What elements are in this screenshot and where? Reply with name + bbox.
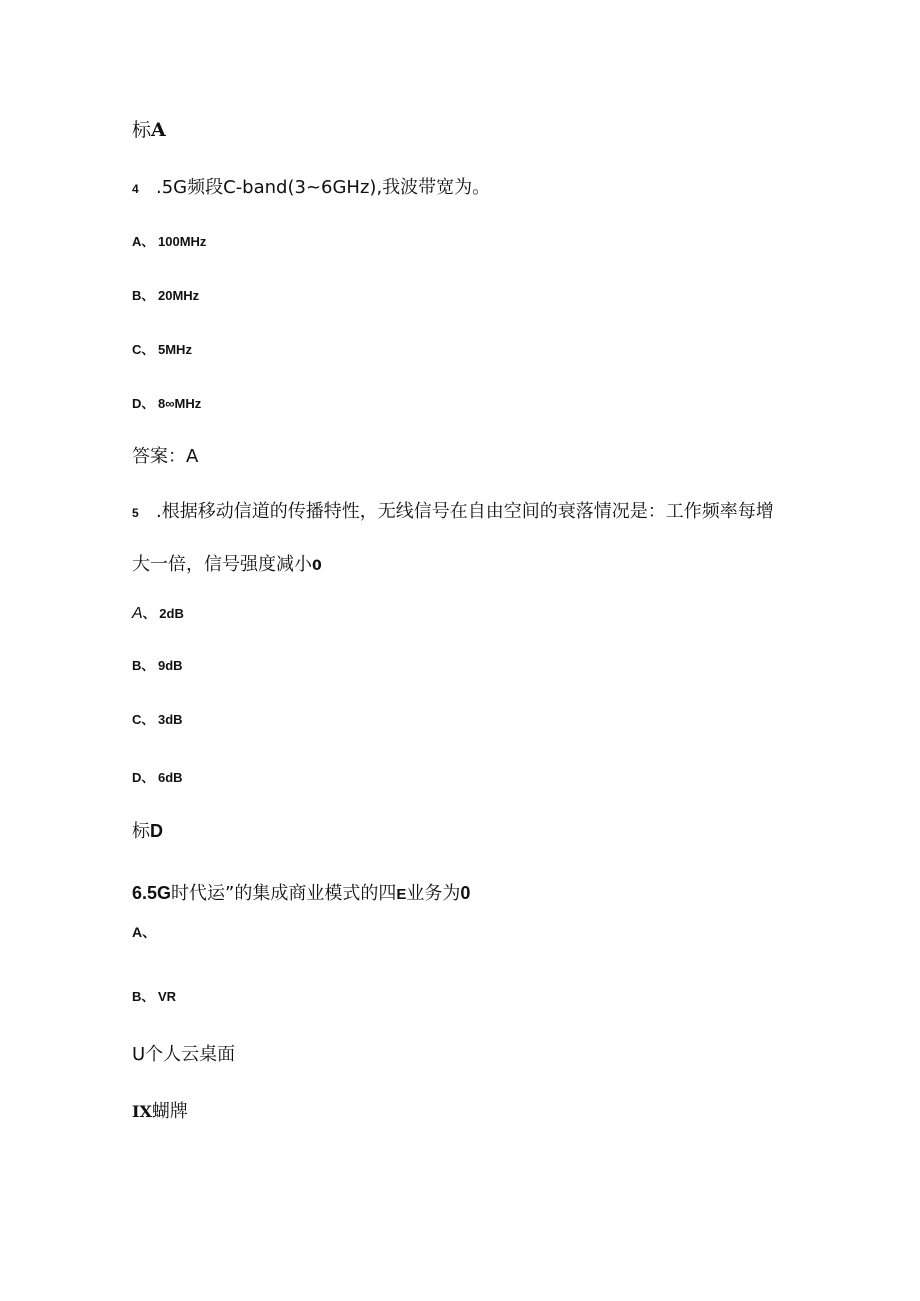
- q4-stem: [132, 179, 490, 197]
- q6-option-b: B、 VR: [132, 989, 177, 1004]
- q5-text-line2: 大一倍，信号强度减小: [132, 554, 312, 575]
- q6-text-start: 6.5G: [132, 883, 172, 903]
- q5-answer-value: D: [150, 821, 163, 841]
- q4-option-c: C、 5MHz: [132, 342, 192, 357]
- q4-option-b: B、 20MHz: [132, 288, 200, 303]
- q5-text-line2-end: 0: [312, 558, 322, 574]
- q5-stem-line2: [132, 556, 322, 574]
- q6-option-d-prefix: IX: [132, 1102, 152, 1121]
- q5-option-a-rest: 、 2dB: [142, 606, 184, 621]
- q6-option-a: A、: [132, 924, 157, 940]
- q6-option-d: [132, 1103, 188, 1121]
- q6-option-d-rest: 蝴牌: [151, 1101, 188, 1122]
- q6-text-mid2: 业务为: [406, 883, 461, 904]
- q5-option-d: D、 6dB: [132, 770, 183, 785]
- q5-answer: [132, 822, 163, 841]
- q5-stem-line1: [132, 503, 774, 521]
- q4-answer: 答案：A: [132, 446, 199, 467]
- q4-option-a: A、 100MHz: [132, 234, 207, 249]
- q6-text-end: 0: [460, 883, 471, 903]
- q4-text: .5G频段C-band(3~6GHz),我波带宽为。: [156, 177, 491, 198]
- q4-option-d: D、 8∞MHz: [132, 396, 202, 411]
- q5-text-line1: .根据移动信道的传播特性，无线信号在自由空间的衰落情况是：工作频率每增: [156, 501, 774, 522]
- q5-option-a-letter: A: [132, 605, 143, 622]
- q5-option-c: C、 3dB: [132, 712, 183, 727]
- q6-option-c: U个人云桌面: [132, 1044, 236, 1065]
- q5-answer-prefix: 标: [132, 821, 150, 842]
- q5-number: 5: [132, 506, 139, 520]
- q3-answer: [132, 121, 166, 140]
- q3-answer-prefix: 标: [132, 119, 152, 141]
- q5-option-a: [132, 606, 184, 622]
- q4-number: 4: [132, 182, 139, 196]
- q3-answer-value: A: [151, 119, 166, 141]
- q6-text-mid: 时代运”的集成商业模式的四: [171, 883, 397, 904]
- q6-stem: [132, 884, 470, 903]
- q5-option-b: B、 9dB: [132, 658, 183, 673]
- q6-text-e: E: [396, 886, 407, 903]
